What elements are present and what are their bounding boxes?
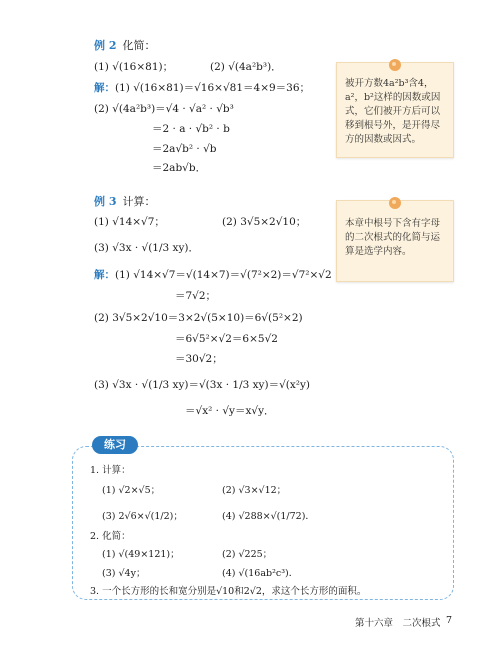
example2-title: 化简： <box>122 39 156 52</box>
example2-q2: (2) √(4a²b³)． <box>210 61 282 73</box>
example3-s1b: ＝7√2； <box>175 290 217 302</box>
note2-text: 本章中根号下含有字母的二次根式的化简与运算是选学内容。 <box>345 218 441 257</box>
example3-solution-1 <box>94 267 332 282</box>
example3-q3: (3) √3x · √(1/3 xy)． <box>94 242 199 254</box>
page-number: 7 <box>446 615 453 626</box>
top-fragment <box>120 0 420 3</box>
example2-s2a: (2) √(4a²b³)＝√4 · √a² · √b³ <box>94 103 234 115</box>
practice-j1: (1) √(49×121)； <box>102 549 180 560</box>
example3-s2b: ＝6√5²×√2＝6×5√2 <box>175 333 278 345</box>
example3-label: 例 3 <box>94 195 117 208</box>
example3-jie: 解： <box>94 269 115 281</box>
note1-text: 被开方数4a²b³含4，a²，b²这样的因数或因式，它们被开方后可以移到根号外，是开得尽方的因数或因式。 <box>345 78 441 145</box>
pin-icon <box>389 197 401 209</box>
practice-i3: (3) 2√6×√(1/2)； <box>102 511 183 522</box>
practice-i4: (4) √288×√(1/72)． <box>222 511 315 522</box>
example2-jie: 解： <box>94 82 115 94</box>
practice-j2: (2) √225； <box>222 549 273 560</box>
practice-j4: (4) √(16ab²c³)． <box>222 568 299 579</box>
practice-tag: 练习 <box>92 436 138 454</box>
example2-s2c: ＝2a√b² · √b <box>152 143 217 155</box>
example2-solution-1 <box>94 80 310 95</box>
practice-j3: (3) √4y； <box>102 568 146 579</box>
example3-q1: (1) √14×√7； <box>94 216 165 228</box>
example3-s3b: ＝√x² · √y＝x√y． <box>185 405 275 417</box>
example3-title: 计算： <box>122 195 156 208</box>
practice-h3: 3. 一个长方形的长和宽分别是√10和2√2，求这个长方形的面积。 <box>90 586 367 597</box>
example3-q2: (2) 3√5×2√10； <box>222 216 307 228</box>
example2-s2b: ＝2 · a · √b² · b <box>152 123 230 135</box>
practice-h2: 2. 化简： <box>90 531 131 542</box>
practice-i1: (1) √2×√5； <box>102 485 161 496</box>
example2-q1: (1) √(16×81)； <box>94 61 174 73</box>
example3-heading <box>94 193 155 209</box>
example2-heading <box>94 37 155 53</box>
note1-card <box>336 62 454 158</box>
example2-label: 例 2 <box>94 39 117 52</box>
practice-h1: 1. 计算： <box>90 465 131 476</box>
example3-s2a: (2) 3√5×2√10＝3×2√(5×10)＝6√(5²×2) <box>94 312 303 324</box>
example2-s2d: ＝2ab√b． <box>152 162 207 174</box>
chapter-title: 第十六章 二次根式 <box>355 618 441 629</box>
pin-icon <box>389 59 401 71</box>
example2-s1: (1) √(16×81)＝√16×√81＝4×9＝36； <box>115 82 311 94</box>
note2-card <box>336 200 454 282</box>
example3-s1a: (1) √14×√7＝√(14×7)＝√(7²×2)＝√7²×√2 <box>115 269 332 281</box>
example3-s2c: ＝30√2； <box>175 353 223 365</box>
practice-i2: (2) √3×√12； <box>222 485 287 496</box>
example3-s3a: (3) √3x · √(1/3 xy)＝√(3x · 1/3 xy)＝√(x²y) <box>94 379 311 391</box>
